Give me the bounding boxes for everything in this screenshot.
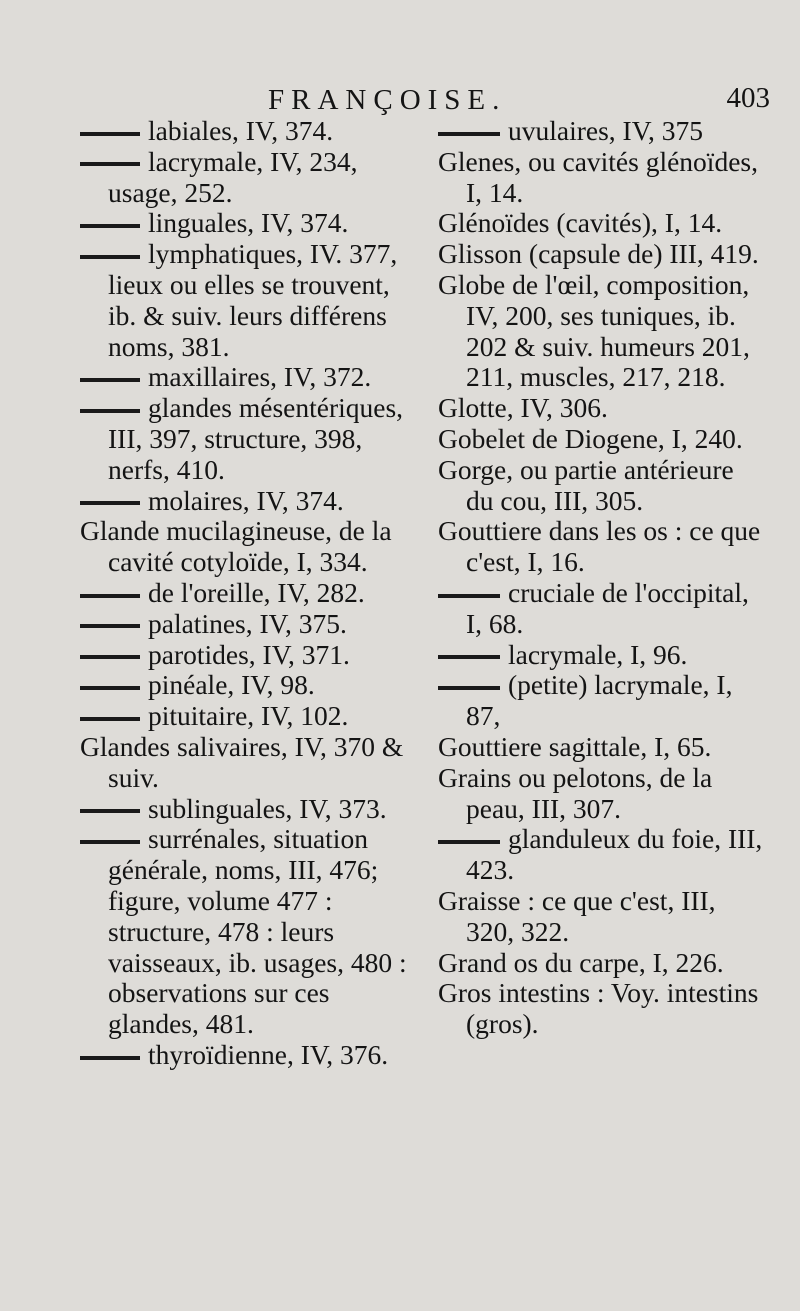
- index-entry-text: Grains ou pelotons, de la peau, III, 307.: [438, 761, 713, 824]
- index-entry-text: Gobelet de Diogene, I, 240.: [438, 422, 743, 454]
- index-entry: [80, 640, 410, 671]
- index-entry-text: pinéale, IV, 98.: [148, 669, 315, 701]
- index-entry: [438, 147, 768, 209]
- index-entry: [438, 270, 768, 393]
- index-entry: [438, 948, 768, 979]
- index-entry: [438, 824, 768, 886]
- index-entry-text: Glenes, ou cavités glénoïdes, I, 14.: [438, 145, 758, 208]
- ditto-dash: [80, 594, 140, 598]
- index-column-left: [80, 116, 410, 1071]
- index-entry-text: Glandes salivaires, IV, 370 & suiv.: [80, 730, 404, 793]
- ditto-dash: [80, 224, 140, 228]
- index-entry: [438, 886, 768, 948]
- index-entry: [438, 978, 768, 1040]
- index-entry: [80, 578, 410, 609]
- index-entry: [438, 455, 768, 517]
- index-entry-text: palatines, IV, 375.: [148, 607, 347, 639]
- index-entry-text: Glénoïdes (cavités), I, 14.: [438, 207, 723, 239]
- index-entry-text: molaires, IV, 374.: [148, 484, 344, 516]
- index-entry: [80, 147, 410, 209]
- ditto-dash: [80, 840, 140, 844]
- index-entry-text: Graisse : ce que c'est, III, 320, 322.: [438, 884, 716, 947]
- index-entry-text: lacrymale, IV, 234, usage, 252.: [108, 145, 358, 208]
- ditto-dash: [80, 409, 140, 413]
- index-entry: [80, 1040, 410, 1071]
- index-entry-text: Gorge, ou partie antérieure du cou, III, 305.: [438, 453, 734, 516]
- index-entry: [438, 670, 768, 732]
- index-entry-text: parotides, IV, 371.: [148, 638, 350, 670]
- index-entry: [80, 239, 410, 362]
- index-entry-text: thyroïdienne, IV, 376.: [148, 1038, 389, 1070]
- index-entry: [80, 208, 410, 239]
- ditto-dash: [80, 162, 140, 166]
- ditto-dash: [80, 809, 140, 813]
- ditto-dash: [438, 594, 500, 598]
- index-entry: [438, 208, 768, 239]
- ditto-dash: [80, 255, 140, 259]
- ditto-dash: [80, 717, 140, 721]
- index-entry: [80, 670, 410, 701]
- index-entry-text: lymphatiques, IV. 377, lieux ou elles se trouvent, ib. & suiv. leurs différens noms, 381.: [108, 238, 398, 362]
- ditto-dash: [80, 378, 140, 382]
- ditto-dash: [438, 132, 500, 136]
- page-number: 403: [726, 82, 770, 114]
- index-entry: [438, 424, 768, 455]
- index-entry: [438, 516, 768, 578]
- index-entry: [80, 116, 410, 147]
- index-entry-text: maxillaires, IV, 372.: [148, 361, 372, 393]
- ditto-dash: [438, 840, 500, 844]
- index-entry: [438, 393, 768, 424]
- index-entry-text: Globe de l'œil, composition, IV, 200, ses tuniques, ib. 202 & suiv. humeurs 201, 211, muscles, 217, 218.: [438, 268, 750, 393]
- index-entry: [438, 578, 768, 640]
- index-entry-text: glanduleux du foie, III, 423.: [466, 823, 763, 886]
- index-column-right: [438, 116, 768, 1040]
- index-entry-text: (petite) lacrymale, I, 87,: [466, 669, 733, 732]
- running-head: FRANÇOISE.: [268, 84, 507, 116]
- index-entry-text: Gouttiere dans les os : ce que c'est, I, 16.: [438, 515, 761, 578]
- index-entry-text: Gros intestins : Voy. intestins (gros).: [438, 977, 759, 1040]
- index-entry-text: labiales, IV, 374.: [148, 115, 334, 146]
- index-entry-text: surrénales, situation générale, noms, III, 476; figure, volume 477 : structure, 478 : leurs vaisseaux, ib. usages, 480 : observations sur ces glandes, 481.: [108, 823, 407, 1040]
- index-entry-text: Glande mucilagineuse, de la cavité cotyloïde, I, 334.: [80, 515, 392, 578]
- index-entry-text: Glotte, IV, 306.: [438, 392, 608, 424]
- index-entry: [438, 640, 768, 671]
- ditto-dash: [80, 501, 140, 505]
- index-entry-text: Grand os du carpe, I, 226.: [438, 946, 724, 978]
- index-entry-text: pituitaire, IV, 102.: [148, 700, 349, 732]
- index-entry: [438, 239, 768, 270]
- index-entry-text: cruciale de l'occipital, I, 68.: [466, 576, 749, 639]
- index-entry-text: lacrymale, I, 96.: [508, 638, 688, 670]
- index-entry: [80, 732, 410, 794]
- index-entry-text: de l'oreille, IV, 282.: [148, 576, 365, 608]
- index-entry: [80, 794, 410, 825]
- ditto-dash: [80, 132, 140, 136]
- index-entry: [438, 763, 768, 825]
- index-entry: [438, 116, 768, 147]
- index-entry-text: linguales, IV, 374.: [148, 207, 349, 239]
- index-entry-text: Glisson (capsule de) III, 419.: [438, 238, 759, 270]
- index-entry: [80, 701, 410, 732]
- ditto-dash: [80, 686, 140, 690]
- index-entry: [80, 824, 410, 1040]
- ditto-dash: [438, 686, 500, 690]
- index-entry: [80, 609, 410, 640]
- ditto-dash: [80, 624, 140, 628]
- index-entry: [438, 732, 768, 763]
- index-entry-text: glandes mésentériques, III, 397, structure, 398, nerfs, 410.: [108, 392, 404, 485]
- index-entry: [80, 486, 410, 517]
- ditto-dash: [438, 655, 500, 659]
- index-entry-text: uvulaires, IV, 375: [508, 115, 704, 146]
- index-entry-text: sublinguales, IV, 373.: [148, 792, 387, 824]
- index-entry: [80, 393, 410, 485]
- ditto-dash: [80, 1056, 140, 1060]
- index-entry: [80, 516, 410, 578]
- ditto-dash: [80, 655, 140, 659]
- index-entry: [80, 362, 410, 393]
- index-entry-text: Gouttiere sagittale, I, 65.: [438, 730, 712, 762]
